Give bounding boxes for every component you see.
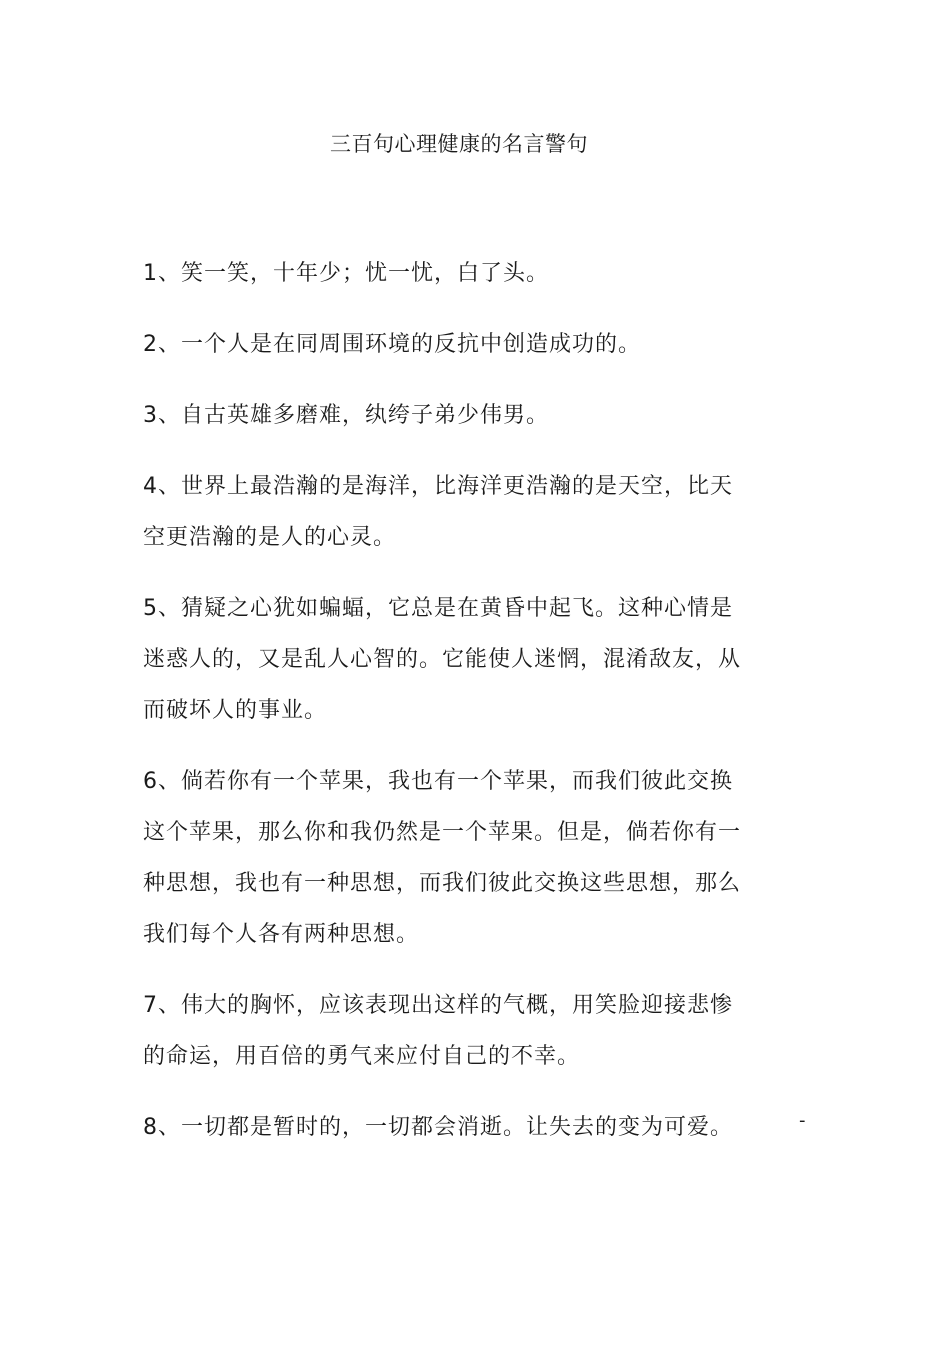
quote-list (143, 248, 743, 1173)
quote-item: 5、猜疑之心犹如蝙蝠，它总是在黄昏中起飞。这种心情是迷惑人的，又是乱人心智的。它能使人迷惘，混淆敌友，从而破坏人的事业。 (143, 596, 742, 723)
quote-item: 3、自古英雄多磨难，纨绔子弟少伟男。 (143, 403, 549, 428)
quote-item: 6、倘若你有一个苹果，我也有一个苹果，而我们彼此交换这个苹果，那么你和我仍然是一个苹果。但是，倘若你有一种思想，我也有一种思想，而我们彼此交换这些思想，那么我们每个人各有两种思想。 (143, 769, 742, 947)
quote-item: 4、世界上最浩瀚的是海洋，比海洋更浩瀚的是天空，比天空更浩瀚的是人的心灵。 (143, 474, 733, 550)
quote-item: 1、笑一笑，十年少；忧一忧，白了头。 (143, 261, 549, 286)
page-mark: - (799, 1110, 806, 1131)
quote-item: 2、一个人是在同周围环境的反抗中创造成功的。 (143, 332, 641, 357)
quote-item: 8、一切都是暂时的，一切都会消逝。让失去的变为可爱。 (143, 1115, 733, 1140)
quote-item: 7、伟大的胸怀，应该表现出这样的气概，用笑脸迎接悲惨的命运，用百倍的勇气来应付自己的不幸。 (143, 993, 733, 1069)
document-title: 三百句心理健康的名言警句 (330, 132, 588, 156)
